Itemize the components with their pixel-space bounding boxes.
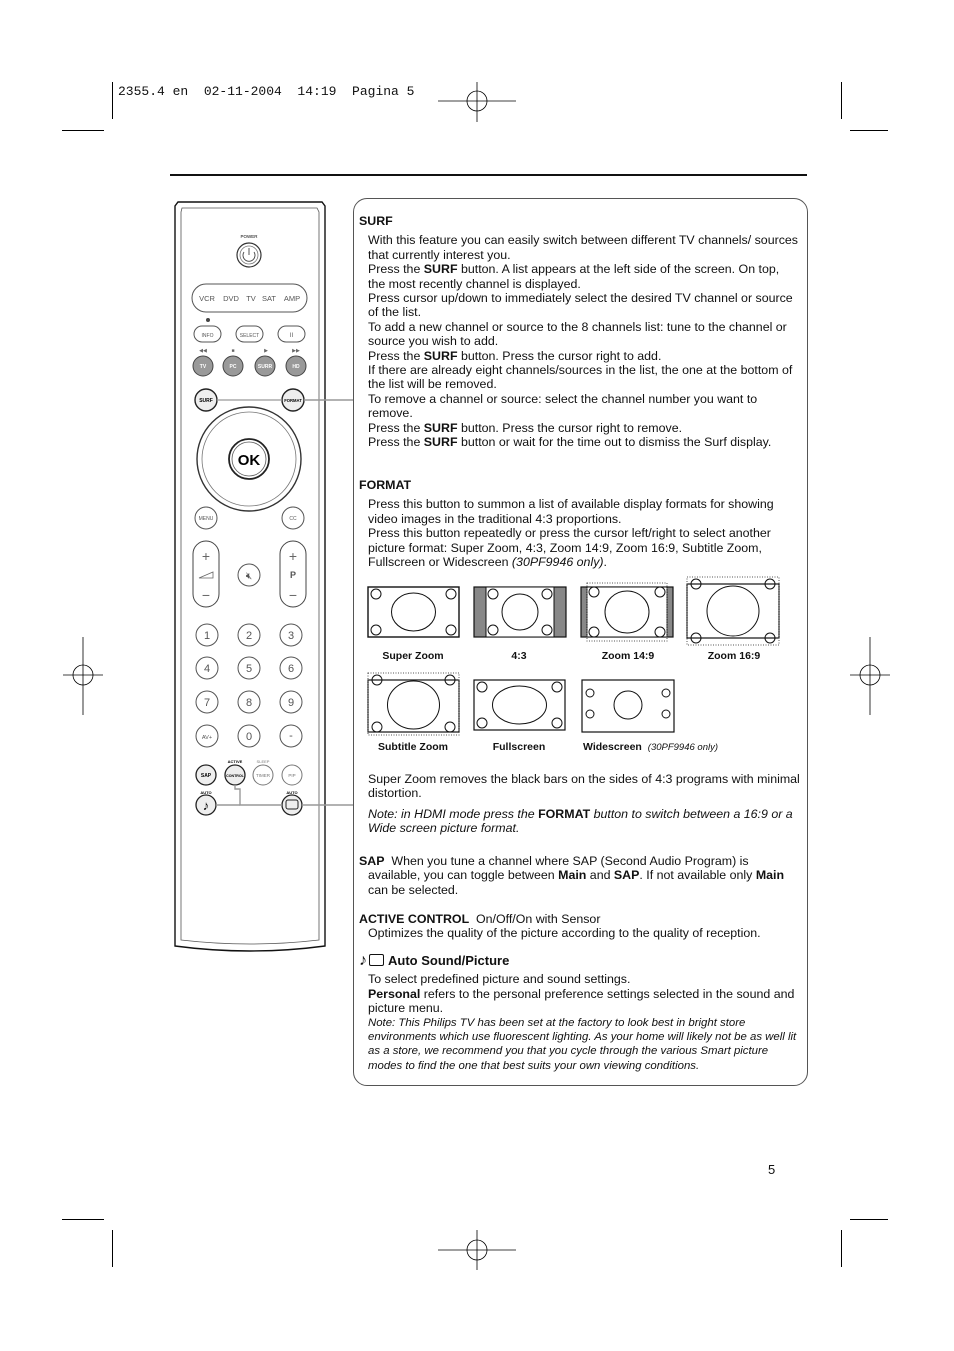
music-note-icon: ♪ — [359, 952, 367, 969]
registration-mark — [438, 1230, 518, 1270]
av-plus-key: AV+ — [201, 735, 213, 741]
auto-section — [359, 954, 799, 1073]
sleep-label: SLEEP — [256, 759, 270, 764]
power-label: POWER — [240, 234, 258, 239]
svg-text:+: + — [201, 548, 211, 564]
cc-key: CC — [289, 516, 297, 522]
timer-key: TIMER — [256, 773, 270, 778]
active-label: ACTIVE — [227, 759, 243, 764]
picture-icon — [369, 954, 384, 966]
top-rule — [170, 174, 807, 176]
surf-paragraph: If there are already eight channels/sources in the list, the one at the bottom of the list will be removed. — [368, 363, 793, 392]
svg-text:−: − — [201, 587, 211, 603]
surf-paragraph: Press the SURF button or wait for the time out to dismiss the Surf display. — [368, 435, 772, 450]
thumb-super-zoom — [368, 587, 459, 637]
digit-2: 2 — [245, 630, 253, 642]
pip-key: PIP — [288, 773, 296, 778]
format-paragraph: Press this button repeatedly or press the cursor left/right to select another picture format: Super Zoom, 4:3, Zoom 14:9, Zoom 16:9, Subtitle Zoom, Fullscreen or Widescreen (30PF9946 only). — [368, 526, 771, 570]
caption-zoom-14-9: Zoom 14:9 — [601, 650, 655, 662]
registration-mark — [438, 82, 518, 122]
ok-key: OK — [237, 452, 261, 469]
svg-text:−: − — [288, 587, 298, 603]
crop-mark — [62, 130, 104, 131]
dash-key: - — [289, 730, 293, 742]
color-key-pc: PC — [229, 364, 237, 370]
svg-text:▶: ▶ — [264, 348, 268, 354]
surf-paragraph: Press the SURF button. A list appears at the left side of the screen. On top, the most recently channel is displayed. — [368, 262, 780, 291]
caption-widescreen: Widescreen (30PF9946 only) — [583, 741, 719, 753]
print-header: 2355.4 en 02-11-2004 14:19 Pagina 5 — [118, 84, 415, 99]
info-key: INFO — [201, 333, 214, 339]
svg-text:◀◀: ◀◀ — [199, 348, 207, 354]
color-key-hd: HD — [292, 364, 300, 370]
active-control-heading: ACTIVE CONTROL — [359, 912, 470, 926]
format-section — [359, 478, 799, 569]
crop-mark — [112, 1230, 113, 1267]
surf-paragraph: Press the SURF button. Press the cursor right to remove. — [368, 420, 683, 435]
color-key-tv: TV — [199, 364, 207, 370]
remote-control-illustration — [170, 198, 355, 958]
control-key: CONTROL — [226, 774, 244, 778]
surf-paragraph: To add a new channel or source to the 8 channels list: tune to the channel or source you wish to add. — [368, 319, 787, 349]
auto-note: Note: This Philips TV has been set at the factory to look best in bright store environments which use fluorescent lighting. As your home will likely not be as well lit as a store, we recommend you that you cycle through the various Smart picture modes to find the one that best suits your own viewing conditions. — [368, 1016, 797, 1072]
crop-mark — [841, 82, 842, 119]
digit-4: 4 — [203, 663, 211, 675]
caption-fullscreen: Fullscreen — [492, 741, 546, 753]
crop-mark — [841, 1230, 842, 1267]
surf-section — [359, 214, 799, 450]
caption-zoom-16-9: Zoom 16:9 — [707, 650, 761, 662]
super-zoom-note: Super Zoom removes the black bars on the sides of 4:3 programs with minimal distortion. — [368, 772, 800, 801]
p-key: P — [289, 570, 297, 580]
menu-key: MENU — [198, 516, 214, 522]
surf-intro: With this feature you can easily switch between different TV channels/ sources that currently interest you. — [368, 233, 798, 262]
select-key: SELECT — [239, 333, 260, 339]
digit-8: 8 — [245, 697, 253, 709]
digit-7: 7 — [203, 697, 211, 709]
digit-1: 1 — [203, 630, 211, 642]
sap-key: SAP — [200, 773, 212, 779]
surf-heading: SURF — [359, 214, 393, 228]
auto-right-label: AUTO — [286, 790, 298, 795]
format-key: FORMAT — [284, 398, 302, 403]
surf-key: SURF — [199, 398, 213, 404]
digit-0: 0 — [245, 731, 253, 743]
active-control-section — [359, 912, 799, 941]
svg-text:■: ■ — [231, 348, 235, 354]
caption-super-zoom: Super Zoom — [382, 650, 444, 662]
svg-text:♪: ♪ — [202, 798, 210, 813]
svg-text:🔇︎: 🔇︎ — [245, 571, 253, 582]
crop-mark — [850, 130, 888, 131]
active-control-desc: Optimizes the quality of the picture according to the quality of reception. — [368, 926, 761, 941]
thumb-widescreen — [582, 680, 674, 732]
digit-3: 3 — [287, 630, 295, 642]
digit-5: 5 — [245, 663, 253, 675]
surf-paragraph: Press the SURF button. Press the cursor right to add. — [368, 348, 662, 363]
caption-4-3: 4:3 — [511, 650, 527, 662]
caption-subtitle-zoom: Subtitle Zoom — [378, 741, 448, 753]
thumb-zoom-16-9 — [687, 577, 779, 645]
thumb-4-3 — [474, 587, 566, 637]
svg-text:+: + — [288, 548, 298, 564]
sap-section: SAP When you tune a channel where SAP (Second Audio Program) is available, you can toggle between Main and SAP. If not available only Main can be selected. — [359, 854, 785, 897]
source-key-sat: SAT — [261, 294, 277, 303]
source-key-dvd: DVD — [223, 294, 239, 303]
crop-mark — [62, 1219, 104, 1220]
svg-text:▶▶: ▶▶ — [292, 348, 300, 354]
hdmi-note: Note: in HDMI mode press the FORMAT button to switch between a 16:9 or a Wide screen picture format. — [368, 807, 793, 836]
auto-left-label: AUTO — [200, 790, 212, 795]
crop-mark — [850, 1219, 888, 1220]
thumb-zoom-14-9 — [581, 583, 673, 641]
auto-heading: Auto Sound/Picture — [388, 953, 510, 968]
surf-paragraph: To remove a channel or source: select the channel number you want to remove. — [368, 391, 758, 421]
source-key-vcr: VCR — [199, 294, 215, 303]
format-heading: FORMAT — [359, 478, 412, 492]
surf-paragraph: Press cursor up/down to immediately select the desired TV channel or source of the list. — [368, 291, 793, 320]
page-number: 5 — [768, 1162, 776, 1177]
digit-6: 6 — [287, 663, 295, 675]
registration-mark — [850, 637, 890, 717]
auto-paragraph: Personal refers to the personal preference settings selected in the sound and picture menu. — [368, 986, 795, 1016]
format-paragraph: Press this button to summon a list of available display formats for showing video images in the traditional 4:3 proportions. — [368, 497, 774, 526]
auto-paragraph: To select predefined picture and sound settings. — [368, 972, 631, 987]
crop-mark — [112, 82, 113, 119]
widescreen-note: (30PF9946 only) — [647, 742, 719, 753]
pause-key: II — [289, 333, 294, 339]
active-control-status: On/Off/On with Sensor — [476, 912, 601, 926]
source-key-tv: TV — [246, 294, 256, 303]
thumb-subtitle-zoom — [368, 673, 459, 735]
registration-mark — [63, 637, 103, 717]
source-key-amp: AMP — [283, 294, 301, 303]
digit-9: 9 — [287, 697, 295, 709]
thumb-fullscreen — [474, 680, 565, 730]
color-key-surr: SURR — [257, 364, 273, 370]
